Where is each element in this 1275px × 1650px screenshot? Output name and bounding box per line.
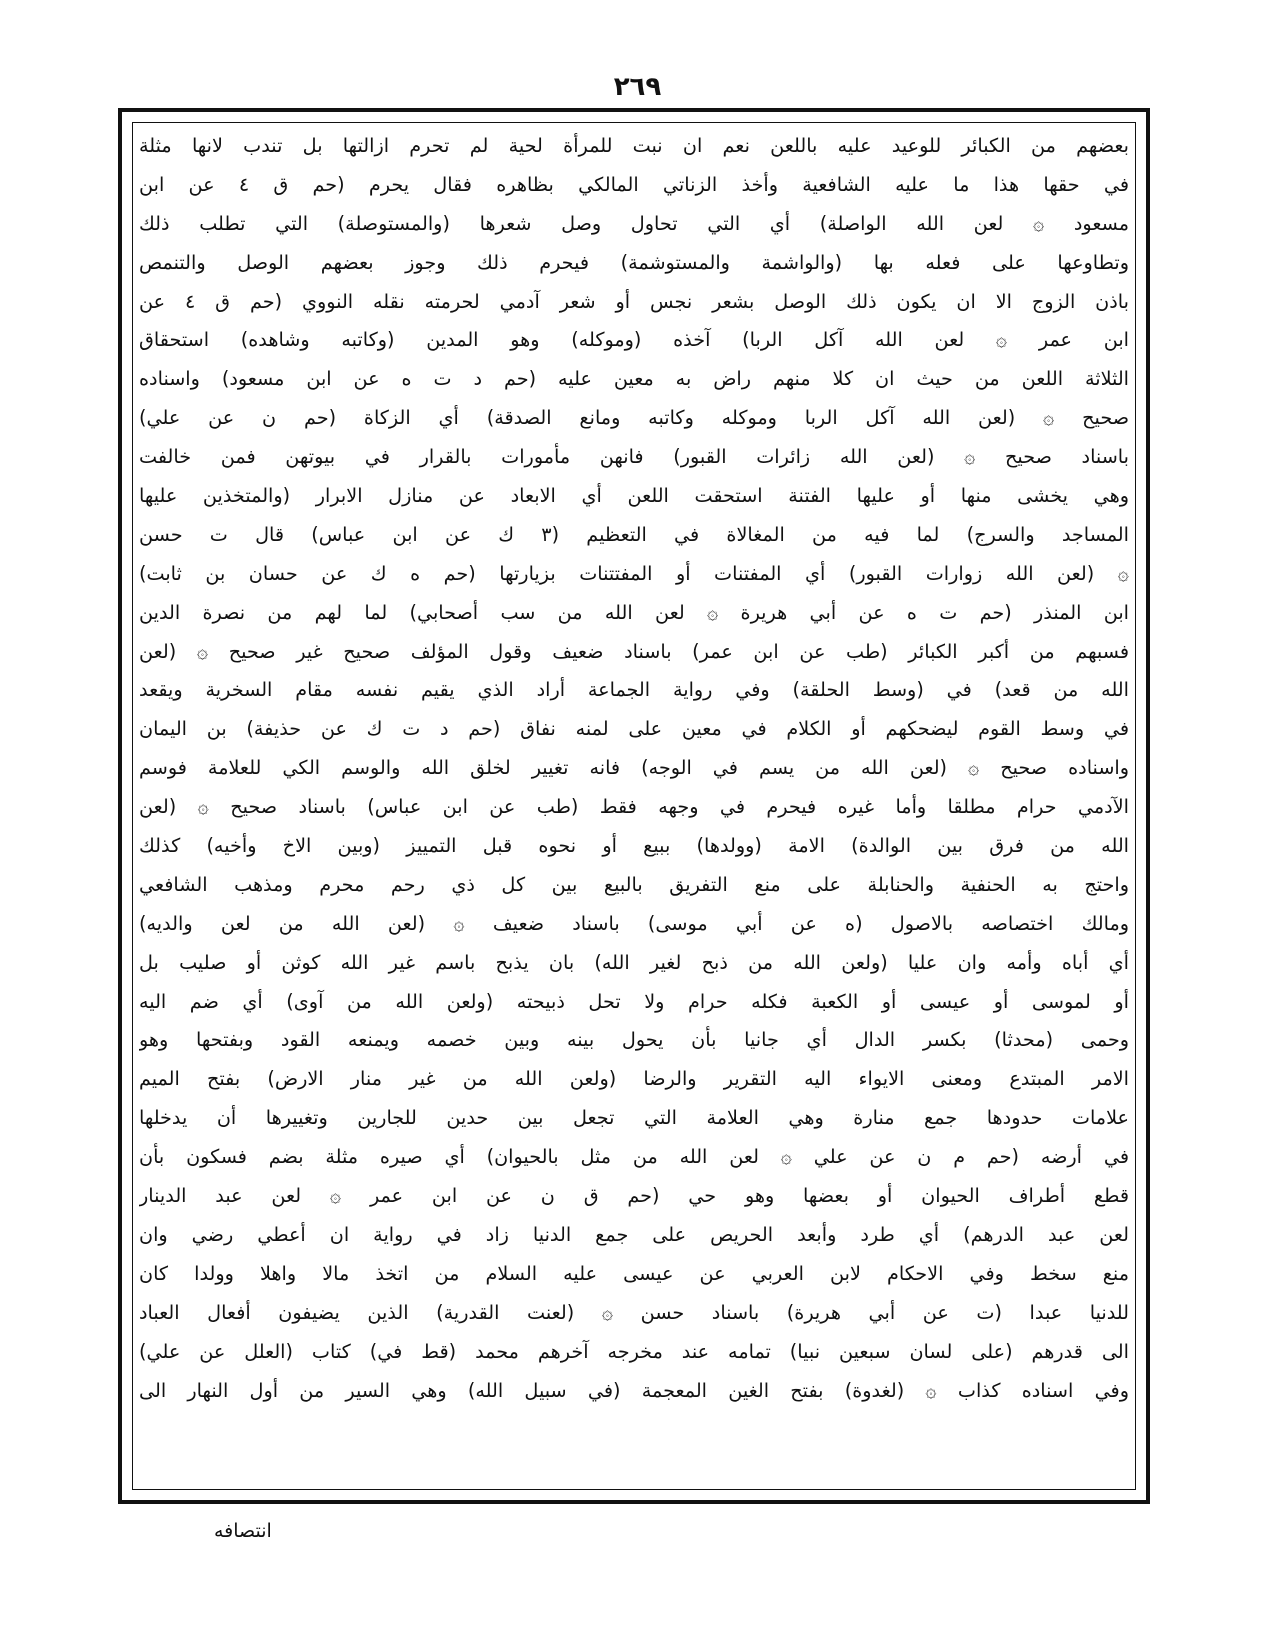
text-line: قطع أطراف الحيوان أو بعضها وهو حي (حم ق ن عن ابن عمر ۞ لعن عبد الدينار [139,1184,1129,1208]
text-line: في أرضه (حم م ن عن علي ۞ لعن الله من مثل بالحيوان) أي صيره مثلة بضم فسكون بأن [139,1145,1129,1169]
text-line: فسبهم من أكبر الكبائر (طب عن ابن عمر) باسناد ضعيف وقول المؤلف صحيح غير صحيح ۞ (لعن [139,639,1129,663]
catchword: انتصافه [214,1520,272,1542]
text-line: منع سخط وفي الاحكام لابن العربي عن عيسى عليه السلام من اتخذ مالا واهلا وولدا كان [139,1261,1129,1285]
page-border [118,108,1150,1504]
text-line: علامات حدودها جمع منارة وهي العلامة التي تجعل بين حدين للجارين وتغييرها أن يدخلها [139,1106,1129,1130]
text-line: وهي يخشى منها أو عليها الفتنة استحقت اللعن أي الابعاد عن منازل الابرار (والمتخذين عليها [139,484,1129,508]
text-line: المساجد والسرج) لما فيه من المغالاة في التعظيم (٣ ك عن ابن عباس) قال ت حسن [139,522,1129,546]
text-line: مسعود ۞ لعن الله الواصلة) أي التي تحاول وصل شعرها (والمستوصلة) التي تطلب ذلك [139,211,1129,235]
text-line: صحيح ۞ (لعن الله آكل الربا وموكله وكاتبه ومانع الصدقة) أي الزكاة (حم ن عن علي) [139,406,1129,430]
text-line: ابن عمر ۞ لعن الله آكل الربا) آخذه (وموكله) وهو المدين (وكاتبه وشاهده) استحقاق [139,328,1129,352]
text-line: وحمى (محدثا) بكسر الدال أي جانيا بأن يحول بينه وبين خصمه ويمنعه القود وبفتحها وهو [139,1028,1129,1052]
text-body [139,127,1129,1485]
text-line: أي أباه وأمه وان عليا (ولعن الله من ذبح لغير الله) بان يذبح باسم غير الله كوثن أو صليب بل [139,950,1129,974]
text-line: ومالك اختصاصه بالاصول (ه عن أبي موسى) باسناد ضعيف ۞ (لعن الله من لعن والديه) [139,911,1129,935]
text-line: واسناده صحيح ۞ (لعن الله من يسم في الوجه) فانه تغيير لخلق الله والوسم الكي للعلامة فوسم [139,756,1129,780]
inner-border [132,122,1136,1490]
text-line: الامر المبتدع ومعنى الايواء اليه التقرير والرضا (ولعن الله من غير منار الارض) بفتح الميم [139,1067,1129,1091]
text-line: ابن المنذر (حم ت ه عن أبي هريرة ۞ لعن الله من سب أصحابي) لما لهم من نصرة الدين [139,600,1129,624]
text-line: وتطاوعها على فعله بها (والواشمة والمستوشمة) فيحرم ذلك وجوز بعضهم الوصل والتنمص [139,250,1129,274]
text-line [139,1410,1129,1449]
text-line: الله من فرق بين الوالدة) الامة (وولدها) ببيع أو نحوه قبل التمييز (وبين الاخ وأخيه) كذلك [139,834,1129,858]
text-line: وفي اسناده كذاب ۞ (لغدوة) بفتح الغين المعجمة (في سبيل الله) وهي السير من أول النهار الى [139,1378,1129,1402]
text-line: الآدمي حرام مطلقا وأما غيره فيحرم في وجهه فقط (طب عن ابن عباس) باسناد صحيح ۞ (لعن [139,795,1129,819]
text-line: واحتج به الحنفية والحنابلة على منع التفريق بالبيع بين كل ذي رحم محرم ومذهب الشافعي [139,872,1129,896]
text-line: ۞ (لعن الله زوارات القبور) أي المفتنات أو المفتتنات بزيارتها (حم ه ك عن حسان بن ثابت) [139,561,1129,585]
text-line: للدنيا عبدا (ت عن أبي هريرة) باسناد حسن ۞ (لعنت القدرية) الذين يضيفون أفعال العباد [139,1300,1129,1324]
text-line: باسناد صحيح ۞ (لعن الله زائرات القبور) فانهن مأمورات بالقرار في بيوتهن فمن خالفت [139,445,1129,469]
text-line: باذن الزوج الا ان يكون ذلك الوصل بشعر نجس أو شعر آدمي لحرمته نقله النووي (حم ق ٤ عن [139,289,1129,313]
page-number: ٢٦٩ [613,72,662,102]
text-line: الثلاثة اللعن من حيث ان كلا منهم راض به معين عليه (حم د ت ه عن ابن مسعود) واسناده [139,367,1129,391]
text-line: الى قدرهم (على لسان سبعين نبيا) تمامه عند مخرجه آخرهم محمد (قط في) كتاب (العلل عن علي) [139,1339,1129,1363]
text-line: في وسط القوم ليضحكهم أو الكلام في معين على لمنه نفاق (حم د ت ك عن حذيفة) بن اليمان [139,717,1129,741]
text-line: في حقها هذا ما عليه الشافعية وأخذ الزناتي المالكي بظاهره فقال يحرم (حم ق ٤ عن ابن [139,172,1129,196]
text-line: أو لموسى أو عيسى أو الكعبة فكله حرام ولا تحل ذبيحته (ولعن الله من آوى) أي ضم اليه [139,989,1129,1013]
text-line: بعضهم من الكبائر للوعيد عليه باللعن نعم ان نبت للمرأة لحية لم تحرم ازالتها بل تندب لانها مثلة [139,134,1129,157]
text-line: الله من قعد) في (وسط الحلقة) وفي رواية الجماعة أراد الذي يقيم نفسه مقام السخرية ويقعد [139,678,1129,702]
text-line: لعن عبد الدرهم) أي طرد وأبعد الحريص على جمع الدنيا زاد في رواية ان أعطي رضي وان [139,1222,1129,1246]
